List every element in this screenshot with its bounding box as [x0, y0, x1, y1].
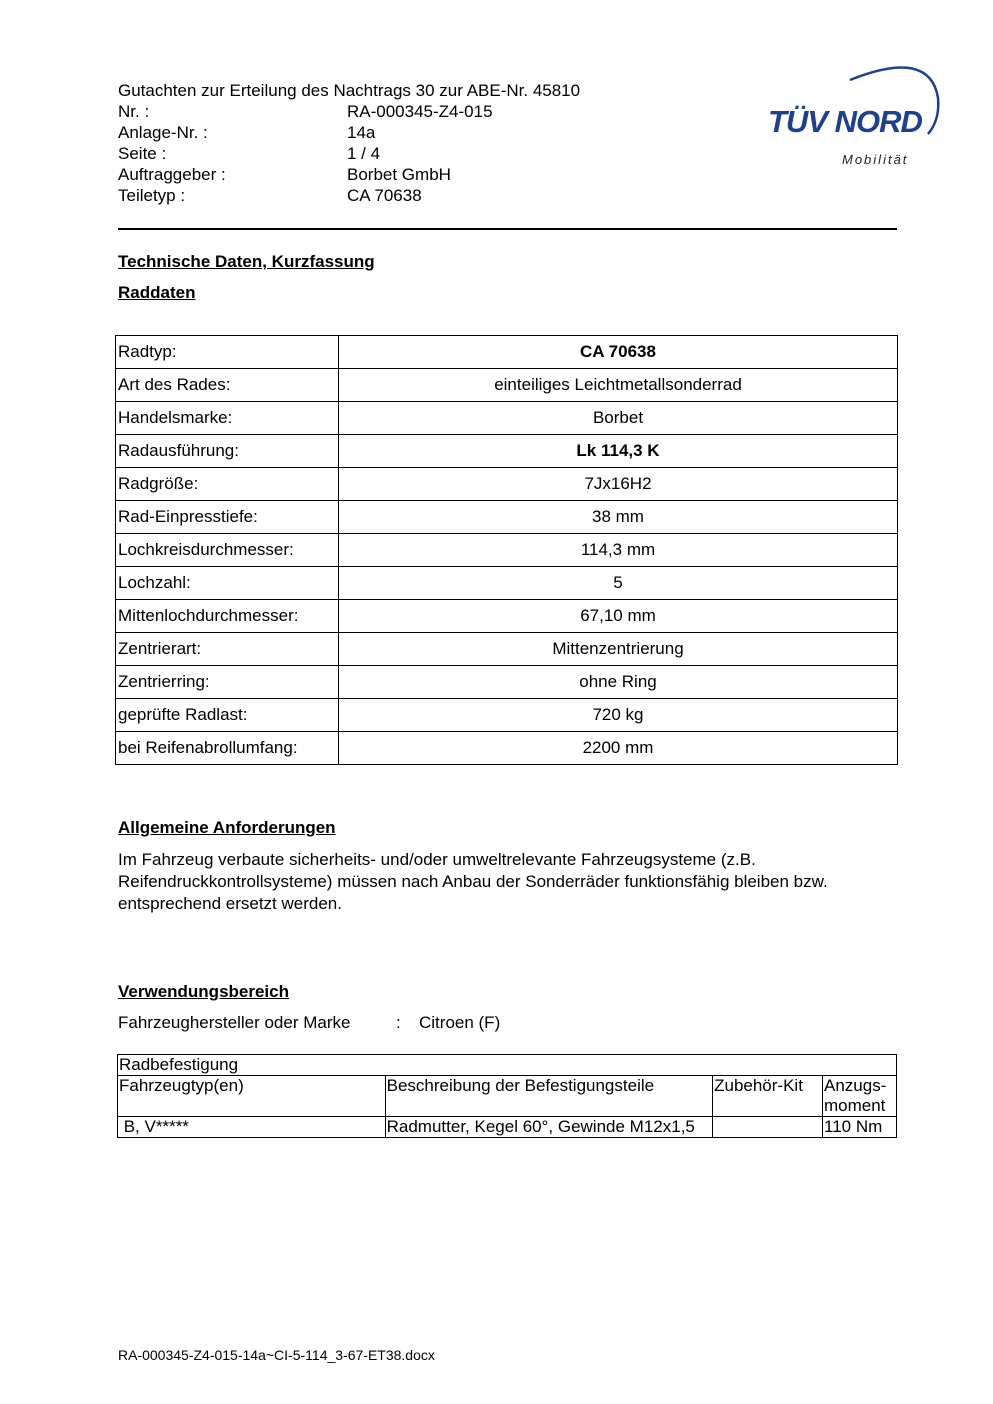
- header-label: Nr. :: [118, 102, 150, 121]
- table-row: [116, 600, 898, 633]
- cell-fahrzeugtyp: B, V*****: [118, 1117, 386, 1138]
- header-row-auftraggeber: [118, 164, 580, 185]
- anforderungen-paragraph: Im Fahrzeug verbaute sicherheits- und/oder umweltrelevante Fahrzeugsysteme (z.B. Reifendruckkontrollsysteme) müssen nach Anbau der Sonderräder funktionsfähig bleiben bzw. entsprechend ersetzt werden.: [118, 850, 828, 913]
- hersteller-value: Citroen (F): [419, 1013, 501, 1032]
- hersteller-separator: :: [396, 1013, 401, 1032]
- row-label: Radtyp:: [116, 336, 339, 369]
- row-value: Lk 114,3 K: [339, 435, 898, 468]
- header-value: RA-000345-Z4-015: [347, 102, 493, 121]
- footer-filename: RA-000345-Z4-015-14a~CI-5-114_3-67-ET38.docx: [118, 1347, 435, 1363]
- document-header: [118, 80, 580, 206]
- row-label: Rad-Einpresstiefe:: [116, 501, 339, 534]
- header-label: Seite :: [118, 144, 167, 163]
- table-row: [118, 1117, 897, 1138]
- header-label: Anlage-Nr. :: [118, 123, 208, 142]
- row-value: 67,10 mm: [339, 600, 898, 633]
- header-label: Teiletyp :: [118, 186, 186, 205]
- document-title: Gutachten zur Erteilung des Nachtrags 30 zur ABE-Nr. 45810: [118, 81, 581, 100]
- table-row: [116, 501, 898, 534]
- table-row: [116, 666, 898, 699]
- row-label: Mittenlochdurchmesser:: [116, 600, 339, 633]
- table-row: [116, 369, 898, 402]
- header-row-teiletyp: [118, 185, 580, 206]
- row-value: ohne Ring: [339, 666, 898, 699]
- header-value: Borbet GmbH: [347, 165, 451, 184]
- header-row-seite: [118, 143, 580, 164]
- row-value: 38 mm: [339, 501, 898, 534]
- header-value: 14a: [347, 123, 376, 142]
- table-row: [116, 567, 898, 600]
- column-header: Fahrzeugtyp(en): [118, 1076, 386, 1117]
- table-header-row: [118, 1076, 897, 1117]
- row-value: 2200 mm: [339, 732, 898, 765]
- hersteller-label: Fahrzeughersteller oder Marke: [118, 1013, 351, 1032]
- header-row-anlage: [118, 122, 580, 143]
- row-value: Mittenzentrierung: [339, 633, 898, 666]
- table-title: Radbefestigung: [118, 1055, 897, 1076]
- table-row: [116, 732, 898, 765]
- table-row: [116, 336, 898, 369]
- column-header: Anzugs-moment: [823, 1076, 897, 1117]
- table-title-row: [118, 1055, 897, 1076]
- table-row: [116, 468, 898, 501]
- row-value: 114,3 mm: [339, 534, 898, 567]
- cell-zubehoer-kit: [713, 1117, 823, 1138]
- header-divider: [118, 228, 897, 230]
- row-label: Art des Rades:: [116, 369, 339, 402]
- row-value: einteiliges Leichtmetallsonderrad: [339, 369, 898, 402]
- table-row: [116, 435, 898, 468]
- row-label: Lochkreisdurchmesser:: [116, 534, 339, 567]
- raddaten-table: [115, 335, 898, 765]
- header-row-nr: [118, 101, 580, 122]
- table-row: [116, 534, 898, 567]
- column-header: Beschreibung der Befestigungsteile: [385, 1076, 712, 1117]
- row-value: 720 kg: [339, 699, 898, 732]
- logo-subtitle: Mobilität: [842, 152, 909, 167]
- row-label: Radgröße:: [116, 468, 339, 501]
- section-heading-raddaten: Raddaten: [118, 283, 196, 302]
- section-heading-technische-daten: Technische Daten, Kurzfassung: [118, 252, 375, 271]
- row-label: Zentrierring:: [116, 666, 339, 699]
- table-row: [116, 402, 898, 435]
- header-label: Auftraggeber :: [118, 165, 226, 184]
- row-value: CA 70638: [339, 336, 898, 369]
- cell-anzugsmoment: 110 Nm: [823, 1117, 897, 1138]
- row-label: bei Reifenabrollumfang:: [116, 732, 339, 765]
- logo-wordmark: TÜV NORD: [768, 104, 922, 139]
- radbefestigung-table: [117, 1054, 897, 1138]
- row-value: Borbet: [339, 402, 898, 435]
- row-label: Lochzahl:: [116, 567, 339, 600]
- tuv-nord-logo: [760, 58, 950, 170]
- row-value: 7Jx16H2: [339, 468, 898, 501]
- row-label: Zentrierart:: [116, 633, 339, 666]
- table-row: [116, 699, 898, 732]
- header-value: 1 / 4: [347, 144, 381, 163]
- table-row: [116, 633, 898, 666]
- column-header: Zubehör-Kit: [713, 1076, 823, 1117]
- row-label: Handelsmarke:: [116, 402, 339, 435]
- section-heading-verwendungsbereich: Verwendungsbereich: [118, 982, 289, 1001]
- row-label: geprüfte Radlast:: [116, 699, 339, 732]
- cell-beschreibung: Radmutter, Kegel 60°, Gewinde M12x1,5: [385, 1117, 712, 1138]
- row-label: Radausführung:: [116, 435, 339, 468]
- header-value: CA 70638: [347, 186, 422, 205]
- section-heading-anforderungen: Allgemeine Anforderungen: [118, 818, 336, 837]
- row-value: 5: [339, 567, 898, 600]
